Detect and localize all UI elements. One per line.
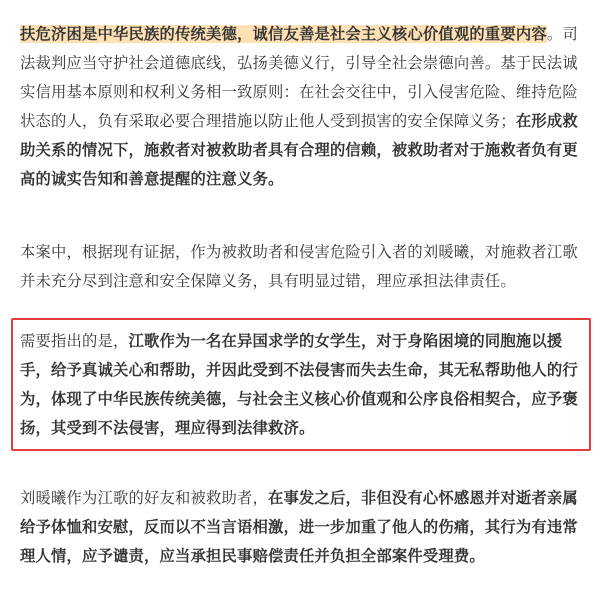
bold-sentence: 江歌作为一名在异国求学的女学生，对于身陷困境的同胞施以援手，给予真诚关心和帮助，并因此受到不法侵害而失去生命，其无私帮助他人的行为，体现了中华民族传统美德，与社会主义核心价值观和公序良俗相契合，应予褒扬，其受到不法侵害，理应得到法律救济。	[20, 332, 578, 437]
paragraph-text: 本案中，根据现有证据，作为被救助者和侵害危险引入者的刘暖曦，对施救者江歌并未充分尽到注意和安全保障义务，具有明显过错，理应承担法律责任。	[20, 243, 578, 290]
paragraph-text: 需要指出的是，	[20, 332, 129, 350]
paragraph-moral-principle	[20, 20, 586, 194]
paragraph-praise	[20, 327, 586, 443]
bold-sentence: 在形成救助关系的情况下，施救者对被救助者具有合理的信赖，被救助者对于施救者负有更高的诚实告知和善意提醒的注意义务。	[20, 112, 578, 188]
paragraph-text: 刘暖曦作为江歌的好友和被救助者，	[20, 489, 268, 507]
highlighted-sentence: 扶危济困是中华民族的传统美德，诚信友善是社会主义核心价值观的重要内容	[20, 25, 547, 43]
paragraph-text: 。司法裁判应当守护社会道德底线，弘扬美德义行，引导全社会崇德向善。基于民法诚实信用基本原则和权利义务相一致原则：在社会交往中，引入侵害危险、维持危险状态的人，负有采取必要合理措施以防止他人受到损害的安全保障义务；	[20, 25, 578, 130]
paragraph-condemnation	[20, 484, 586, 571]
paragraph-case-finding	[20, 238, 586, 296]
bold-sentence: 在事发之后，非但没有心怀感恩并对逝者亲属给予体恤和安慰，反而以不当言语相激，进一步加重了他人的伤痛，其行为有违常理人情，应予谴责，应当承担民事赔偿责任并负担全部案件受理费。	[20, 489, 578, 565]
